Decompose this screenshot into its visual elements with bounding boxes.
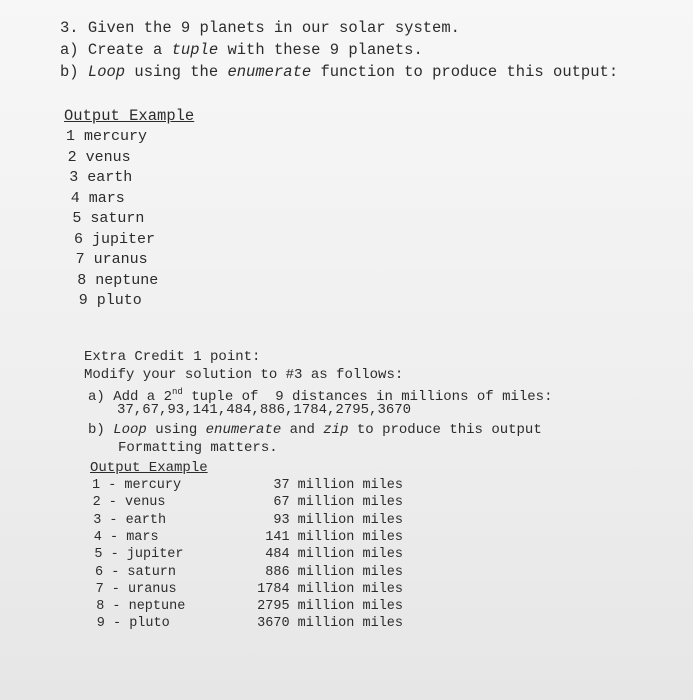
extra-b-mid1: using [146, 422, 206, 438]
extra-output-row-distance: 2795 million miles [257, 599, 403, 615]
extra-output-row-distance: 1784 million miles [257, 581, 403, 597]
part-a-suffix: with these 9 planets. [218, 41, 423, 59]
output-example-row: 2 venus [67, 148, 131, 166]
question-title: 3. Given the 9 planets in our solar system. [60, 19, 460, 37]
output-example-row: 1 mercury [66, 128, 148, 145]
extra-b-emphasis-enumerate: enumerate [205, 422, 282, 438]
extra-output-row-distance: 3670 million miles [257, 616, 403, 632]
extra-output-row-distance: 37 million miles [273, 478, 403, 493]
extra-credit-distances: 37,67,93,141,484,886,1784,2795,3670 [117, 402, 412, 418]
extra-output-row-distance: 67 million miles [273, 495, 403, 511]
extra-a-superscript: nd [172, 387, 183, 397]
output-example-row: 9 pluto [78, 292, 142, 309]
extra-output-row-planet: 7 - uranus [95, 581, 177, 597]
extra-output-row-planet: 9 - pluto [96, 616, 170, 632]
question-part-b [60, 63, 618, 81]
output-example-row: 5 saturn [72, 210, 145, 227]
output-example-row: 6 jupiter [74, 230, 156, 248]
extra-b-prefix: b) [88, 422, 114, 438]
extra-a-suffix: tuple of 9 distances in millions of miles: [182, 389, 553, 405]
extra-credit-modify: Modify your solution to #3 as follows: [84, 367, 404, 383]
output-example-heading: Output Example [64, 107, 195, 125]
output-example-row: 7 uranus [75, 251, 148, 268]
extra-b-suffix: to produce this output [348, 422, 542, 438]
extra-credit-formatting: Formatting matters. [118, 440, 278, 456]
extra-b-emphasis-zip: zip [323, 422, 349, 438]
extra-output-row-distance: 93 million miles [273, 512, 403, 528]
extra-output-row-distance: 886 million miles [265, 564, 403, 580]
extra-output-row-planet: 2 - venus [92, 495, 166, 511]
part-a-prefix: a) Create a [60, 41, 172, 59]
extra-output-row-planet: 8 - neptune [96, 599, 186, 615]
extra-output-row-planet: 6 - saturn [95, 564, 177, 580]
extra-output-row-distance: 141 million miles [265, 529, 403, 545]
extra-output-row-planet: 3 - earth [93, 512, 167, 528]
extra-output-row-planet: 4 - mars [93, 529, 159, 545]
part-b-emphasis-enumerate: enumerate [227, 63, 312, 81]
output-example-row: 4 mars [70, 189, 125, 207]
question-part-a [60, 41, 423, 59]
part-b-emphasis-loop: Loop [87, 63, 126, 81]
output-example-row: 3 earth [69, 169, 133, 186]
part-a-emphasis: tuple [171, 41, 219, 59]
extra-b-mid2: and [281, 422, 324, 438]
extra-output-heading: Output Example [90, 460, 208, 476]
part-b-mid: using the [125, 63, 228, 81]
extra-a-prefix: a) Add a 2 [88, 389, 173, 405]
extra-credit-part-b [88, 422, 542, 439]
extra-credit-title: Extra Credit 1 point: [84, 349, 261, 365]
extra-b-emphasis-loop: Loop [113, 422, 147, 438]
extra-output-row-planet: 5 - jupiter [94, 547, 184, 563]
part-b-suffix: function to produce this output: [311, 63, 619, 81]
output-example-row: 8 neptune [77, 271, 159, 289]
extra-output-row-planet: 1 - mercury [92, 478, 182, 493]
part-b-prefix: b) [60, 63, 88, 81]
extra-output-row-distance: 484 million miles [265, 547, 403, 563]
